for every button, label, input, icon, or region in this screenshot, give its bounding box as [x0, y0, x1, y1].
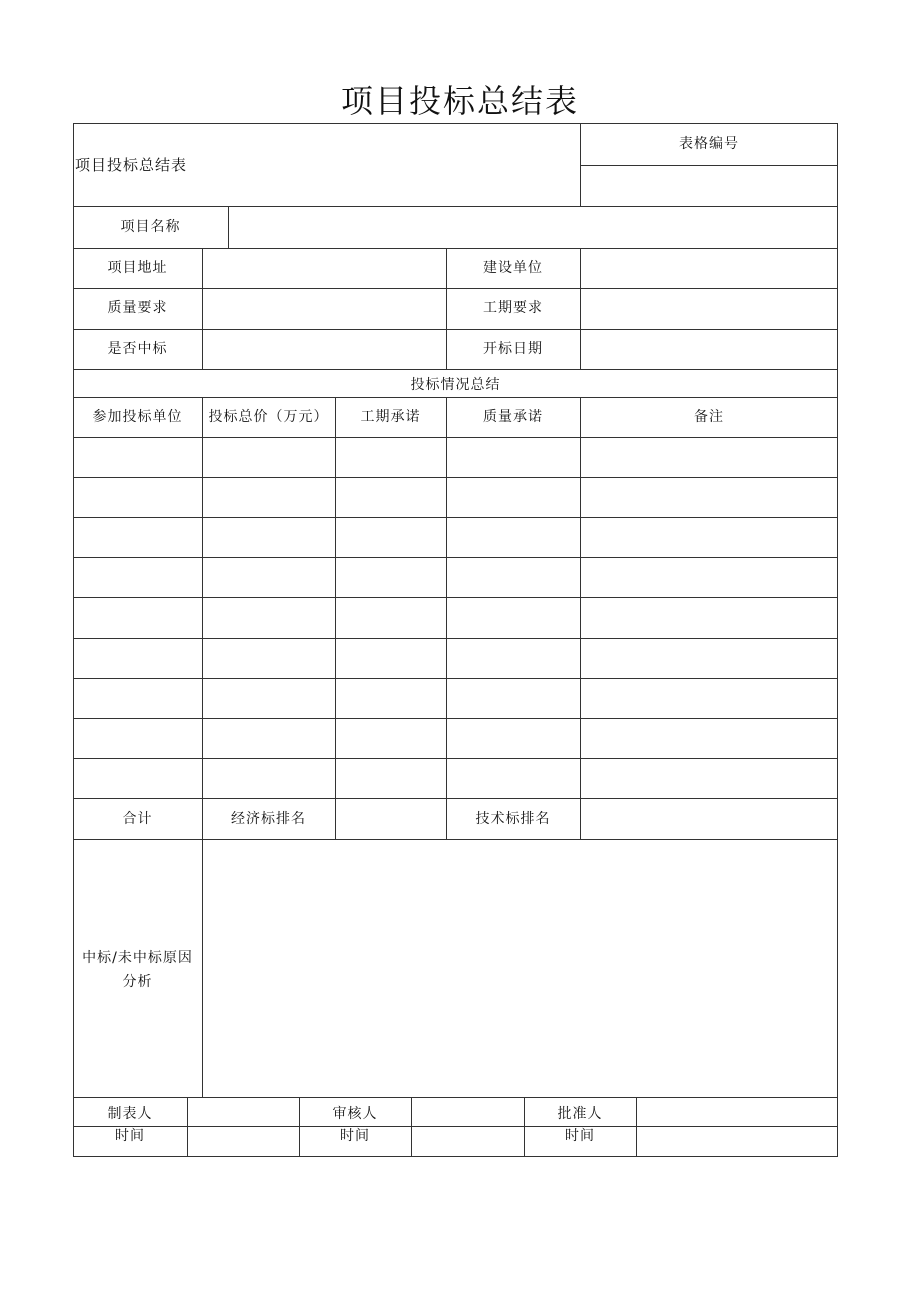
table-cell[interactable] — [581, 598, 838, 637]
table-cell[interactable] — [447, 518, 580, 557]
table-cell[interactable] — [203, 759, 335, 798]
total-label: 合计 — [122, 811, 153, 827]
table-cell[interactable] — [203, 438, 335, 477]
approver-time-field[interactable] — [637, 1127, 837, 1156]
table-cell[interactable] — [203, 639, 335, 678]
form-number-field[interactable] — [581, 166, 837, 206]
address-label: 项目地址 — [107, 260, 168, 276]
table-cell[interactable] — [74, 598, 202, 637]
reviewer-label: 审核人 — [332, 1106, 378, 1122]
table-cell[interactable] — [581, 558, 838, 597]
table-cell[interactable] — [336, 759, 446, 798]
table-cell[interactable] — [74, 438, 202, 477]
maker-label: 制表人 — [107, 1106, 153, 1122]
approver-field[interactable] — [637, 1098, 837, 1126]
table-cell[interactable] — [447, 639, 580, 678]
econ-rank-field[interactable] — [336, 799, 446, 839]
table-cell[interactable] — [581, 759, 838, 798]
period-field[interactable] — [581, 289, 837, 329]
maker-time-field[interactable] — [188, 1127, 299, 1156]
table-cell[interactable] — [581, 679, 838, 718]
client-field[interactable] — [581, 249, 837, 288]
tech-rank-label: 技术标排名 — [475, 811, 551, 827]
table-cell[interactable] — [447, 719, 580, 758]
table-cell[interactable] — [74, 558, 202, 597]
client-label: 建设单位 — [483, 260, 543, 276]
table-cell[interactable] — [74, 639, 202, 678]
table-cell[interactable] — [203, 478, 335, 517]
table-cell[interactable] — [336, 719, 446, 758]
table-cell[interactable] — [74, 759, 202, 798]
table-cell[interactable] — [203, 598, 335, 637]
table-cell[interactable] — [336, 679, 446, 718]
reviewer-field[interactable] — [412, 1098, 524, 1126]
form-name: 项目投标总结表 — [75, 156, 188, 174]
approver-time-label: 时间 — [565, 1128, 595, 1144]
table-cell[interactable] — [447, 438, 580, 477]
column-header-total-price: 投标总价（万元） — [208, 409, 329, 425]
analysis-label-line1: 中标/未中标原因 — [82, 950, 193, 966]
table-cell[interactable] — [336, 518, 446, 557]
tech-rank-field[interactable] — [581, 799, 837, 839]
table-cell[interactable] — [203, 719, 335, 758]
table-cell[interactable] — [581, 478, 838, 517]
table-cell[interactable] — [581, 719, 838, 758]
column-header-period: 工期承诺 — [360, 409, 421, 425]
analysis-label-line2: 分析 — [122, 974, 153, 990]
won-label: 是否中标 — [107, 341, 168, 357]
table-cell[interactable] — [447, 679, 580, 718]
table-cell[interactable] — [336, 639, 446, 678]
table-cell[interactable] — [203, 518, 335, 557]
approver-label: 批准人 — [557, 1106, 603, 1122]
period-label: 工期要求 — [483, 300, 543, 316]
column-header-remarks: 备注 — [694, 409, 724, 425]
page-title: 项目投标总结表 — [340, 82, 579, 120]
project-name-field[interactable] — [229, 207, 837, 248]
table-cell[interactable] — [203, 558, 335, 597]
table-cell[interactable] — [447, 598, 580, 637]
maker-field[interactable] — [188, 1098, 299, 1126]
analysis-field[interactable] — [203, 840, 837, 1097]
quality-label: 质量要求 — [107, 300, 168, 316]
section-title: 投标情况总结 — [410, 377, 501, 393]
table-cell[interactable] — [447, 558, 580, 597]
econ-rank-label: 经济标排名 — [231, 811, 306, 827]
table-cell[interactable] — [581, 639, 838, 678]
table-cell[interactable] — [581, 518, 838, 557]
address-field[interactable] — [203, 249, 446, 288]
won-field[interactable] — [203, 330, 446, 369]
form-number-label: 表格编号 — [679, 136, 739, 152]
table-cell[interactable] — [74, 719, 202, 758]
divider — [73, 397, 838, 398]
table-cell[interactable] — [74, 518, 202, 557]
project-name-label: 项目名称 — [120, 219, 181, 235]
quality-field[interactable] — [203, 289, 446, 329]
table-cell[interactable] — [74, 478, 202, 517]
table-cell[interactable] — [203, 679, 335, 718]
maker-time-label: 时间 — [115, 1128, 145, 1144]
table-cell[interactable] — [336, 598, 446, 637]
open-date-label: 开标日期 — [483, 341, 543, 357]
table-cell[interactable] — [447, 478, 580, 517]
table-cell[interactable] — [74, 679, 202, 718]
table-cell[interactable] — [581, 438, 838, 477]
table-cell[interactable] — [447, 759, 580, 798]
open-date-field[interactable] — [581, 330, 837, 369]
table-cell[interactable] — [336, 478, 446, 517]
table-cell[interactable] — [336, 438, 446, 477]
column-header-bidder: 参加投标单位 — [92, 409, 183, 425]
reviewer-time-label: 时间 — [340, 1128, 370, 1144]
column-header-quality: 质量承诺 — [483, 409, 543, 425]
reviewer-time-field[interactable] — [412, 1127, 524, 1156]
divider — [73, 369, 838, 370]
table-cell[interactable] — [336, 558, 446, 597]
